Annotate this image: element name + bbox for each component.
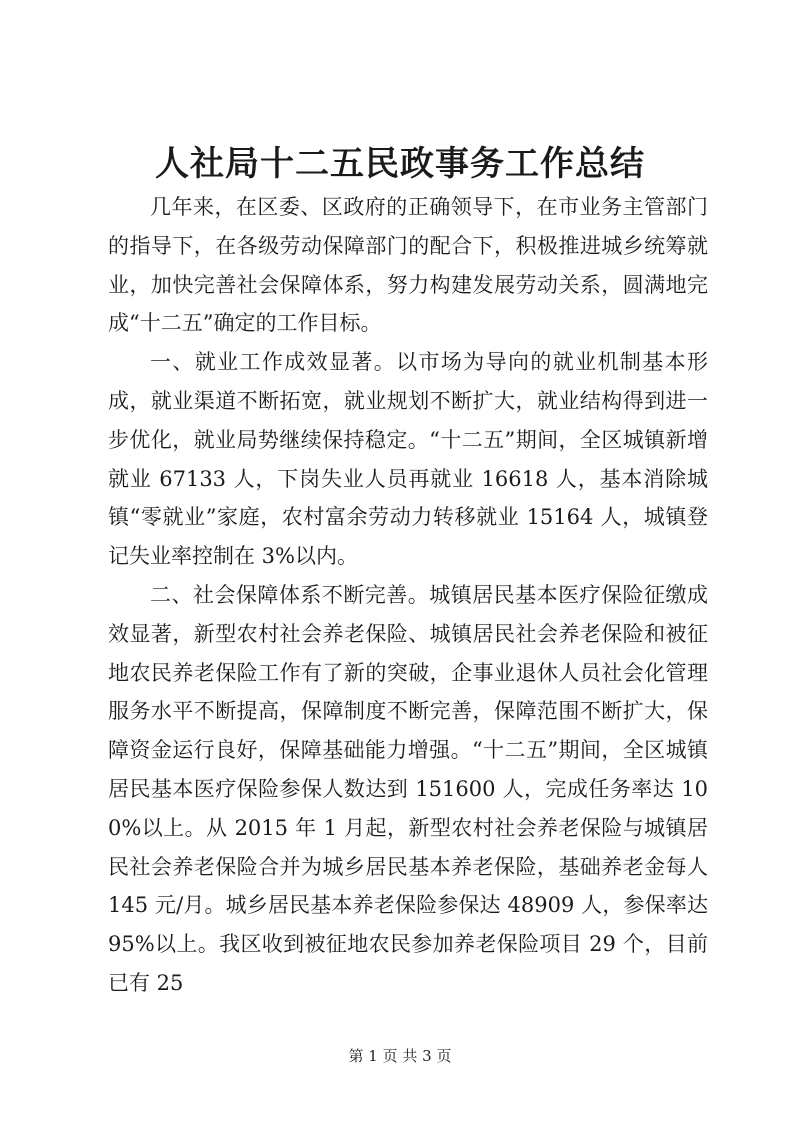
page-footer: 第 1 页 共 3 页 [348, 1047, 452, 1065]
paragraph-employment: 一、就业工作成效显著。以市场为导向的就业机制基本形成，就业渠道不断拓宽，就业规划不断扩大，就业结构得到进一步优化，就业局势继续保持稳定。“十二五”期间，全区城镇新增就业 67133 人，下岗失业人员再就业 16618 人，基本消除城镇“零就业”家庭，农村富余劳动力转移就业 15164 人，城镇登记失业率控制在 3%以内。 [108, 350, 708, 569]
document-title: 人社局十二五民政事务工作总结 [155, 144, 645, 184]
paragraph-social-security: 二、社会保障体系不断完善。城镇居民基本医疗保险征缴成效显著，新型农村社会养老保险、城镇居民社会养老保险和被征地农民养老保险工作有了新的突破，企事业退休人员社会化管理服务水平不断提高，保障制度不断完善，保障范围不断扩大，保障资金运行良好，保障基础能力增强。“十二五”期间，全区城镇居民基本医疗保险参保人数达到 151600 人，完成任务率达 100%以上。从 2015 年 1 月起，新型农村社会养老保险与城镇居民社会养老保险合并为城乡居民基本养老保险，基础养老金每人 145 元/月。城乡居民基本养老保险参保达 48909 人，参保率达 95%以上。我区收到被征地农民参加养老保险项目 29 个，目前已有 25 [108, 582, 708, 995]
document-body [108, 188, 708, 1003]
paragraph-intro: 几年来，在区委、区政府的正确领导下，在市业务主管部门的指导下，在各级劳动保障部门的配合下，积极推进城乡统筹就业，加快完善社会保障体系，努力构建发展劳动关系，圆满地完成“十二五”确定的工作目标。 [108, 195, 708, 336]
